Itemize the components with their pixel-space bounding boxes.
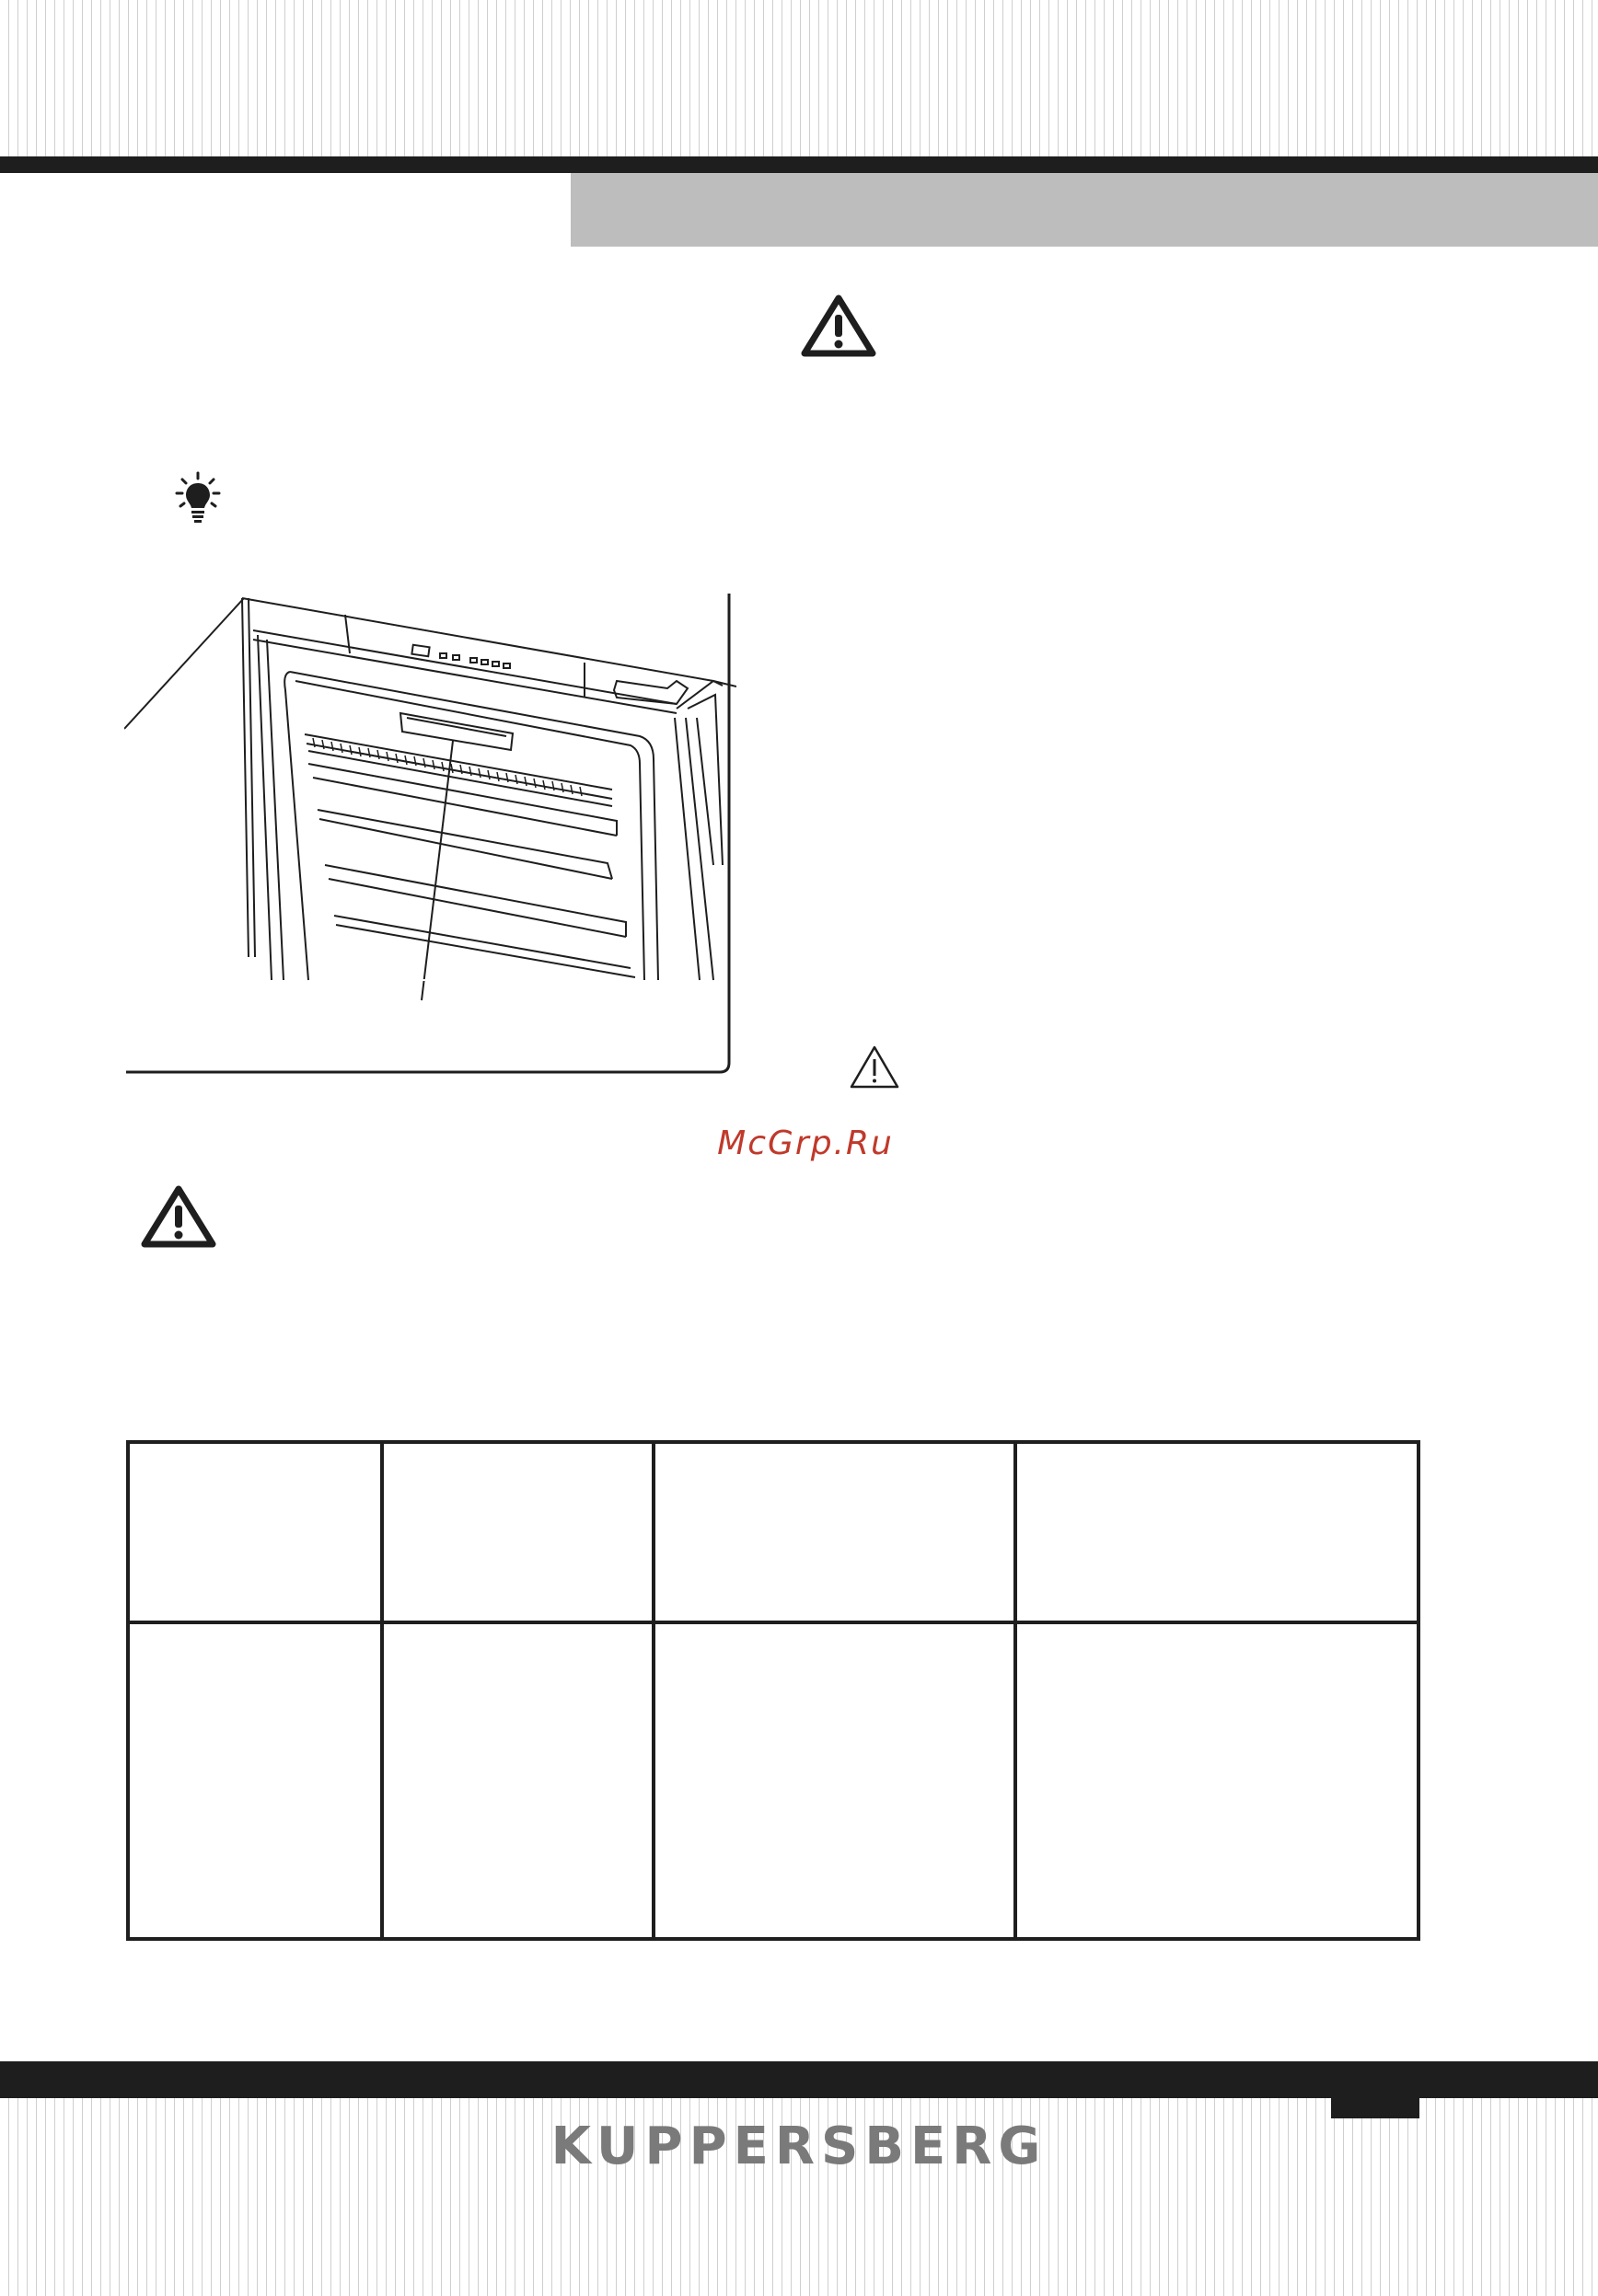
section-title-banner — [571, 173, 1598, 247]
table-cell — [654, 1442, 1015, 1622]
table-row — [128, 1442, 1419, 1622]
warning-triangle-icon — [799, 293, 878, 359]
lightbulb-icon — [175, 471, 221, 525]
brand-logo: KUPPERSBERG — [550, 2117, 1048, 2176]
table-cell — [654, 1622, 1015, 1939]
page-number-tab — [1331, 2098, 1419, 2118]
freezer-illustration — [124, 589, 736, 1077]
info-table — [126, 1440, 1420, 1941]
table-cell — [128, 1442, 382, 1622]
table-cell — [1015, 1622, 1419, 1939]
table-row — [128, 1622, 1419, 1939]
warning-triangle-icon — [139, 1183, 218, 1250]
watermark-text: McGrp.Ru — [717, 1125, 894, 1162]
table-cell — [382, 1622, 654, 1939]
warning-triangle-outline-icon — [849, 1044, 900, 1090]
header-rule — [0, 156, 1598, 173]
header-stripes — [0, 0, 1598, 156]
table-cell — [128, 1622, 382, 1939]
footer-rule — [0, 2061, 1598, 2098]
table-cell — [382, 1442, 654, 1622]
table-cell — [1015, 1442, 1419, 1622]
